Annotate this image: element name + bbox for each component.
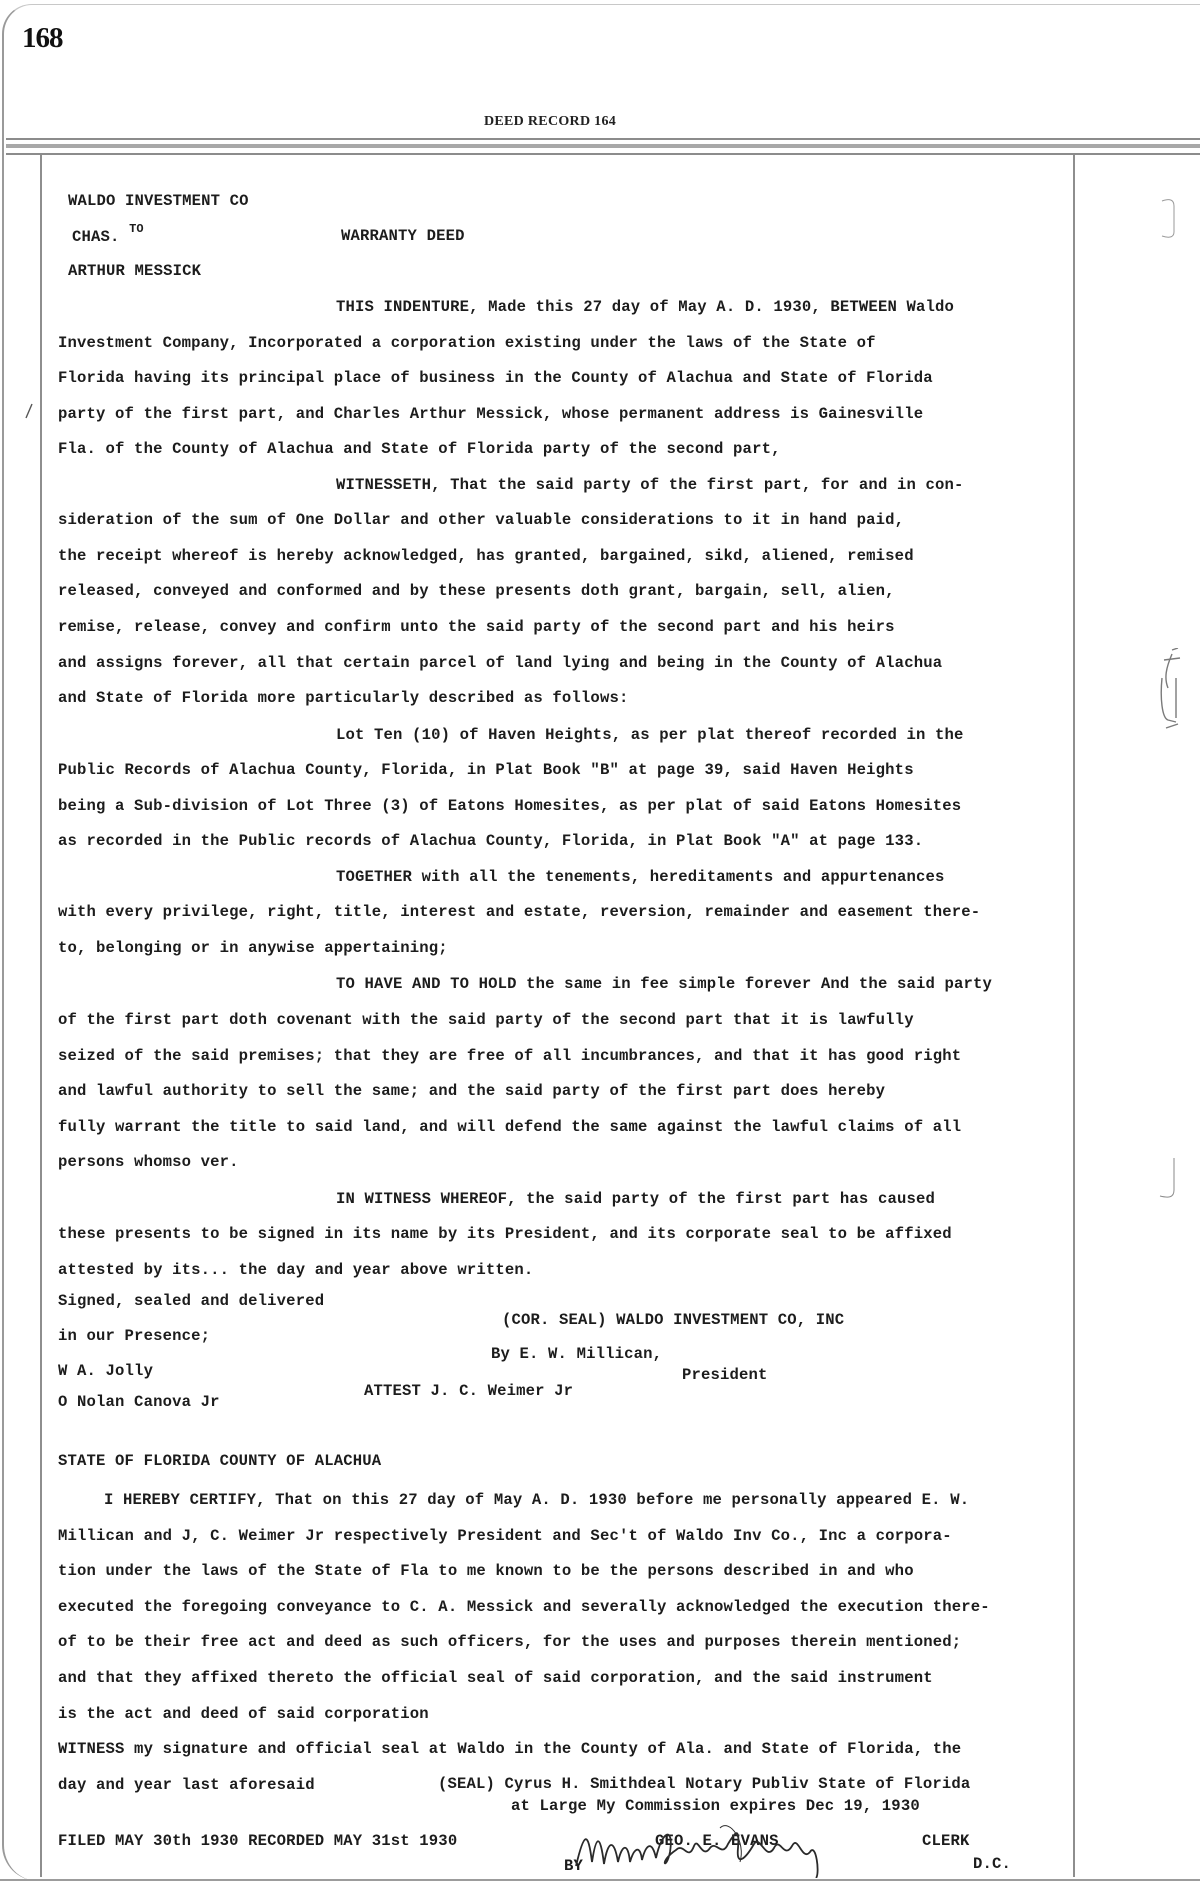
acknowledgment-line: is the act and deed of said corporation xyxy=(58,1705,429,1723)
president-title: President xyxy=(682,1366,768,1384)
deed-body-line: WITNESSETH, That the said party of the first part, for and in con- xyxy=(336,476,964,494)
margin-tick-mark xyxy=(24,402,34,420)
acknowledgment-line: of to be their free act and deed as such officers, for the uses and purposes therein mentioned; xyxy=(58,1633,962,1651)
deed-body-line: Public Records of Alachua County, Florida, in Plat Book "B" at page 39, said Haven Heights xyxy=(58,761,914,779)
notary-line-1: (SEAL) Cyrus H. Smithdeal Notary Publiv State of Florida xyxy=(438,1775,971,1793)
margin-bracket-mark xyxy=(1158,198,1178,240)
acknowledgment-line: tion under the laws of the State of Fla to me known to be the persons described in and who xyxy=(58,1562,914,1580)
presence-line: in our Presence; xyxy=(58,1327,211,1345)
margin-bracket-mark xyxy=(1158,1156,1178,1202)
header-rule xyxy=(6,153,1200,155)
deed-body-line: party of the first part, and Charles Arthur Messick, whose permanent address is Gainesville xyxy=(58,405,924,423)
signed-sealed-line: Signed, sealed and delivered xyxy=(58,1292,325,1310)
deputy-signature xyxy=(570,1822,910,1878)
clerk-name: GEO. E. EVANS xyxy=(655,1832,779,1850)
acknowledgment-line: WITNESS my signature and official seal at Waldo in the County of Ala. and State of Florida, the xyxy=(58,1740,962,1758)
grantee-last-name: ARTHUR MESSICK xyxy=(68,262,202,280)
margin-handwritten-mark xyxy=(1158,648,1184,732)
deed-body-line: Fla. of the County of Alachua and State of Florida party of the second part, xyxy=(58,440,781,458)
deed-body-line: and lawful authority to sell the same; and the said party of the first part does hereby xyxy=(58,1082,886,1100)
book-title: DEED RECORD 164 xyxy=(484,114,617,129)
deed-body-line: TOGETHER with all the tenements, hereditaments and appurtenances xyxy=(336,868,945,886)
deed-body-line: seized of the said premises; that they are free of all incumbrances, and that it has good right xyxy=(58,1047,962,1065)
header-rule xyxy=(6,138,1200,140)
to-label: TO xyxy=(129,222,144,236)
instrument-title: WARRANTY DEED xyxy=(341,227,465,245)
notary-line-2: at Large My Commission expires Dec 19, 1930 xyxy=(511,1797,920,1815)
deputy-clerk-label: D.C. xyxy=(973,1855,1012,1873)
deed-body-line: to, belonging or in anywise appertaining; xyxy=(58,939,448,957)
witness-1: W A. Jolly xyxy=(58,1362,154,1380)
deed-body-line: Lot Ten (10) of Haven Heights, as per plat thereof recorded in the xyxy=(336,726,964,744)
deed-body-line: with every privilege, right, title, interest and estate, reversion, remainder and easement there- xyxy=(58,903,981,921)
by-label: BY xyxy=(564,1857,584,1875)
deed-body-line: TO HAVE AND TO HOLD the same in fee simple forever And the said party xyxy=(336,975,993,993)
acknowledgment-line: and that they affixed thereto the official seal of said corporation, and the said instrument xyxy=(58,1669,933,1687)
deed-body-line: sideration of the sum of One Dollar and other valuable considerations to it in hand paid, xyxy=(58,511,905,529)
deed-body-line: released, conveyed and conformed and by these presents doth grant, bargain, sell, alien, xyxy=(58,582,895,600)
attest-line: ATTEST J. C. Weimer Jr xyxy=(364,1382,574,1400)
deed-body-line: of the first part doth covenant with the said party of the second part that it is lawfully xyxy=(58,1011,914,1029)
acknowledgment-line: executed the foregoing conveyance to C. A. Messick and severally acknowledged the execution there- xyxy=(58,1598,990,1616)
deed-body-line: fully warrant the title to said land, and will defend the same against the lawful claims of all xyxy=(58,1118,962,1136)
deed-body-line: these presents to be signed in its name by its President, and its corporate seal to be affixed xyxy=(58,1225,952,1243)
page-number: 168 xyxy=(22,22,63,54)
grantee-first: CHAS. xyxy=(72,228,120,246)
filing-record: FILED MAY 30th 1930 RECORDED MAY 31st 1930 xyxy=(58,1832,458,1850)
acknowledgment-heading: STATE OF FLORIDA COUNTY OF ALACHUA xyxy=(58,1452,382,1470)
bottom-rule xyxy=(0,1879,1200,1881)
deed-body-line: and State of Florida more particularly described as follows: xyxy=(58,689,629,707)
clerk-title: CLERK xyxy=(922,1832,970,1850)
deed-body-line: THIS INDENTURE, Made this 27 day of May A. D. 1930, BETWEEN Waldo xyxy=(336,298,955,316)
deed-body-line: as recorded in the Public records of Alachua County, Florida, in Plat Book "A" at page 133. xyxy=(58,832,924,850)
acknowledgment-line: I HEREBY CERTIFY, That on this 27 day of May A. D. 1930 before me personally appeared E. W. xyxy=(104,1491,970,1509)
right-margin-line xyxy=(1073,155,1075,1877)
corporate-seal-line: (COR. SEAL) WALDO INVESTMENT CO, INC xyxy=(502,1311,845,1329)
deed-body-line: and assigns forever, all that certain parcel of land lying and being in the County of Alachua xyxy=(58,654,943,672)
grantee-first-name xyxy=(72,222,144,246)
witness-2: O Nolan Canova Jr xyxy=(58,1393,220,1411)
deed-body-line: IN WITNESS WHEREOF, the said party of the first part has caused xyxy=(336,1190,935,1208)
grantor-caption: WALDO INVESTMENT CO xyxy=(68,192,249,210)
deed-body-line: the receipt whereof is hereby acknowledged, has granted, bargained, sikd, aliened, remised xyxy=(58,547,914,565)
deed-body-line: Florida having its principal place of business in the County of Alachua and State of Florida xyxy=(58,369,933,387)
deed-body-line: remise, release, convey and confirm unto the said party of the second part and his heirs xyxy=(58,618,895,636)
left-margin-line xyxy=(40,155,42,1877)
acknowledgment-line: day and year last aforesaid xyxy=(58,1776,315,1794)
header-rule xyxy=(6,144,1200,148)
deed-body-line: being a Sub-division of Lot Three (3) of Eatons Homesites, as per plat of said Eatons Homesites xyxy=(58,797,962,815)
by-signatory: By E. W. Millican, xyxy=(491,1345,663,1363)
acknowledgment-line: Millican and J, C. Weimer Jr respectively President and Sec't of Waldo Inv Co., Inc a corpora- xyxy=(58,1527,952,1545)
deed-body-line: persons whomso ver. xyxy=(58,1153,239,1171)
deed-body-line: Investment Company, Incorporated a corporation existing under the laws of the State of xyxy=(58,334,876,352)
deed-body-line: attested by its... the day and year above written. xyxy=(58,1261,534,1279)
